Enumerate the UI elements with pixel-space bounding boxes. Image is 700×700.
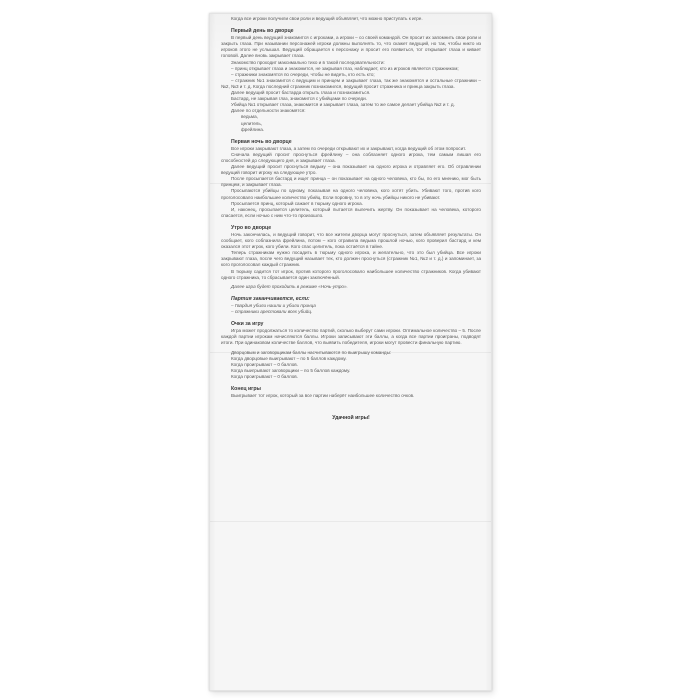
- rules-content: [221, 16, 481, 421]
- score-line: Когда проигрывают – 0 баллов.: [231, 361, 299, 367]
- paragraph: Сначала ведущий просит проснуться фрейлину – она соблазняет одного игрока, тем самым лишая его способностей до следующего дня, и закрывает глаза.: [221, 151, 481, 163]
- paragraph: Далее ведущий просит проснуться ведьму – она показывает на одного игрока и отравляет его. Об отравлении ведущий говорит игроку на следующее утро.: [221, 164, 481, 176]
- score-line: Когда выигрывают заговорщики – по 5 баллов каждому.: [231, 367, 351, 373]
- paragraph: – принц открывает глаза и знакомится, не закрывая глаз, наблюдает, кто из игроков является стражником;: [231, 65, 459, 71]
- paragraph: После просыпается бастард и ищет принца – он показывает на одного человека, кто бы, по его мнению, мог быть принцем, и закрывает глаза.: [221, 176, 481, 188]
- paragraph: В тюрьму садится тот игрок, против которого проголосовало наибольшее количество стражников. Когда убивают одного стражника, то сбрасывается один заключённый.: [221, 268, 481, 280]
- section-heading-day1: Первый день во дворце: [231, 28, 294, 35]
- score-line: Когда дворцовые выигрывают – по 5 баллов каждому.: [231, 355, 347, 361]
- rules-sheet: [209, 13, 492, 691]
- section-heading-night1: Первая ночь во дворце: [231, 138, 292, 145]
- paragraph: Ночь закончилась, и ведущий говорит, что все жители дворца могут проснуться, затем объявляет результаты. Он сообщает, кого соблазнила фрейлина, потом – кого отравила ведьма прошлой ночью, кого проверил бастард и кем оказался этот игрок, кого убили. Кого спас целитель, пока остаётся в тайне.: [221, 232, 481, 250]
- paragraph: Бастард, не закрывая глаз, знакомится с убийцами по очереди.: [231, 96, 367, 102]
- paragraph: Дворцовым и заговорщикам баллы насчитываются по выигрышу команды:: [231, 349, 392, 355]
- ending-item: – Гвардия убили нашли и убили принца: [231, 302, 316, 308]
- paragraph: Далее игра будет проходить в режиме «Ночь-утро».: [231, 283, 348, 289]
- paragraph: Знакомство проходит максимально тихо и в такой последовательности:: [231, 59, 385, 65]
- paragraph: Игра может продолжаться то количество партий, сколько выберут сами игроки. Оптимальное количество – 5. После каждой партии игрокам начисляются баллы. Игроки записывают эти баллы, а когда все партии проиграны, подводят итоги. При одинаковом количестве баллов, что выявить победителя, игроки могут провести финальную партию.: [221, 328, 481, 346]
- paragraph: Все игроки закрывают глаза, а затем по очереди открывают их и закрывают, когда ведущий об этом попросит.: [231, 145, 467, 151]
- paragraph: Далее по отдельности знакомятся:: [231, 108, 306, 114]
- paragraph: Выигрывает тот игрок, который за все партии наберёт наибольшее количество очков.: [231, 393, 415, 399]
- section-heading-morning: Утро во дворце: [231, 224, 272, 231]
- closing-text: Удачной игры!: [332, 415, 370, 422]
- role-item: целитель,: [241, 120, 263, 126]
- paragraph: В первый день ведущий знакомится с игроками, а игроки – со своей командой. Он просит их запомнить свои роли и закрыть глаза. При назывании персонажей игроки должны выполнять то, что скажет ведущий, но так, чтобы никто из игроков этого не услышал. Ведущий обращается к персонажу и просит его появиться, тот открывает глаза и кивает головой. Далее вновь закрывает глаза.: [221, 35, 481, 59]
- fold-line: [210, 521, 491, 522]
- section-heading-ending: Партия заканчивается, если:: [231, 295, 310, 302]
- section-heading-points: Очки за игру: [231, 321, 264, 328]
- paragraph: И, наконец, просыпается целитель, который пытается вылечить жертву. Он показывает на человека, которого спасается, если ночью с ним что-то произошло.: [221, 206, 481, 218]
- role-item: фрейлина.: [241, 126, 265, 132]
- score-line: Когда проигрывают – 0 баллов.: [231, 373, 299, 379]
- paragraph: – стражники знакомятся по очереди, чтобы не видеть, кто есть кто;: [231, 71, 375, 77]
- paragraph: – стражник №1 знакомится с ведущим и принцем и закрывает глаза, так же знакомятся и остальные стражники – №2, №3 и т. д. Когда последний стражник познакомился, ведущий просит стражника и принца закрыть глаза.: [221, 77, 481, 89]
- ending-item: – стражники арестовали всех убийц.: [231, 309, 313, 315]
- paragraph: Теперь стражникам нужно посадить в тюрьму одного игрока, и желательно, что это был убийца. Все игроки закрывают глаза, после чего ведущий называет тех, кто должен проснуться (стражник №1, №2 и т. д.) и запоминает, за кого проголосовал каждый стражник.: [221, 250, 481, 268]
- section-heading-end: Конец игры: [231, 385, 261, 392]
- paragraph: Убийца №1 открывает глаза, знакомится и закрывает глаза, затем то же самое делает убийца №2 и т. д.: [231, 102, 455, 108]
- intro-paragraph: Когда все игроки получили свои роли и ведущий объявляет, что можно приступать к игре.: [231, 16, 423, 21]
- role-item: ведьма,: [241, 114, 258, 120]
- paragraph: Далее ведущий просит бастарда открыть глаза и познакомиться.: [231, 90, 371, 96]
- paragraph: Просыпается принц, который сажает в тюрьму одного игрока.: [231, 200, 363, 206]
- paragraph: Просыпаются убийцы по одному, показывая на одного человека, кого хотят убить. Убивают того, против кого проголосовало наибольшее количество убийц. Если поровну, то в эту ночь убийцы никого не убивают.: [221, 188, 481, 200]
